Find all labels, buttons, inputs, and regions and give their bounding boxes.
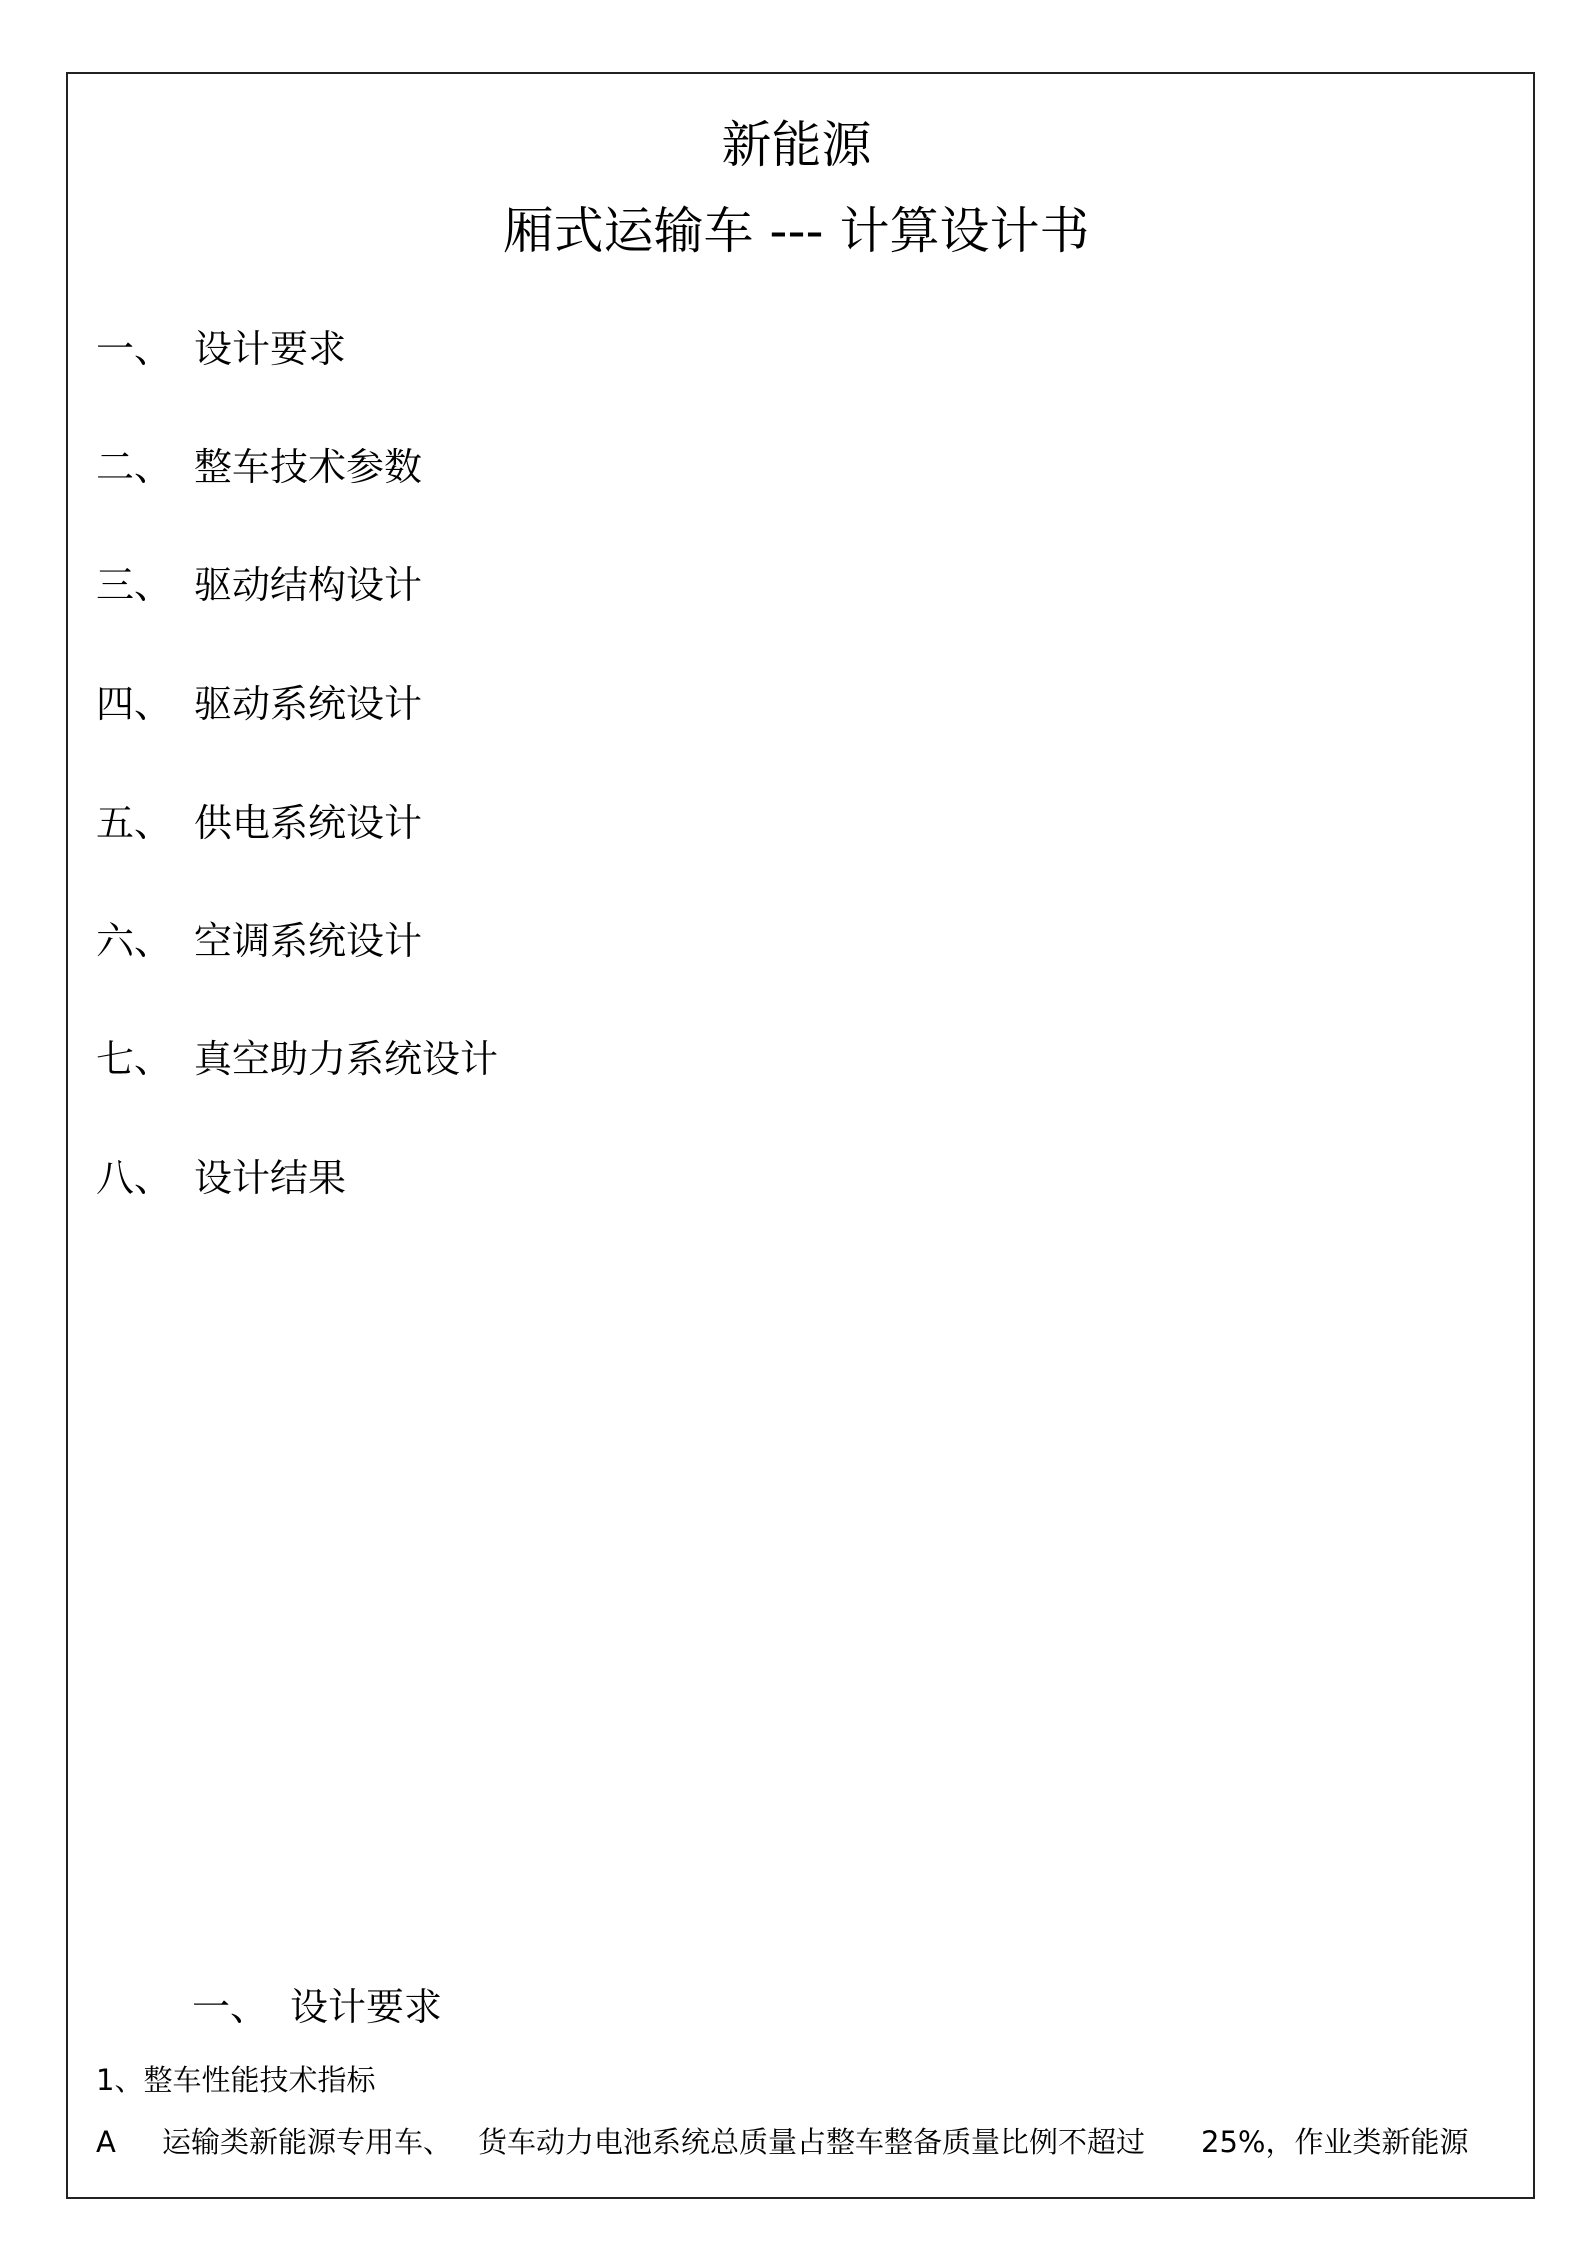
paragraph-text-part: 25%，作业类新能源 xyxy=(1201,2125,1469,2159)
subheading: 1、整车性能技术指标 xyxy=(96,2063,376,2097)
toc-item-label: 供电系统设计 xyxy=(194,801,423,845)
toc-item xyxy=(96,1037,499,1081)
toc-item-number: 三、 xyxy=(96,563,173,607)
toc-item-number: 一、 xyxy=(96,327,173,371)
toc-item xyxy=(96,327,347,371)
paragraph-label: A xyxy=(96,2125,116,2159)
toc-item xyxy=(96,801,423,845)
toc-item-number: 四、 xyxy=(96,682,173,726)
toc-item xyxy=(96,445,423,489)
page-frame xyxy=(66,72,1535,2199)
toc-item-label: 真空助力系统设计 xyxy=(194,1037,499,1081)
toc-item-number: 七、 xyxy=(96,1037,173,1081)
toc-item xyxy=(96,1156,347,1200)
toc-item-number: 六、 xyxy=(96,919,173,963)
section-title: 设计要求 xyxy=(290,1985,443,2029)
section-heading xyxy=(192,1985,443,2029)
toc-item-label: 驱动结构设计 xyxy=(194,563,423,607)
toc-item-label: 整车技术参数 xyxy=(194,445,423,489)
toc-item-label: 空调系统设计 xyxy=(194,919,423,963)
toc-item-number: 八、 xyxy=(96,1156,173,1200)
paragraph-text-part: 运输类新能源专用车、 xyxy=(162,2125,453,2159)
document-title: 新能源 xyxy=(721,116,872,174)
section-number: 一、 xyxy=(192,1985,269,2029)
toc-item-label: 设计结果 xyxy=(194,1156,347,1200)
paragraph xyxy=(96,2125,1496,2159)
toc-item xyxy=(96,919,423,963)
document-subtitle: 厢式运输车 --- 计算设计书 xyxy=(503,202,1090,260)
toc-item-number: 二、 xyxy=(96,445,173,489)
toc-item xyxy=(96,563,423,607)
paragraph-text-part: 货车动力电池系统总质量占整车整备质量比例不超过 xyxy=(478,2125,1146,2159)
toc-item-number: 五、 xyxy=(96,801,173,845)
toc-item xyxy=(96,682,423,726)
toc-item-label: 设计要求 xyxy=(194,327,347,371)
toc-item-label: 驱动系统设计 xyxy=(194,682,423,726)
